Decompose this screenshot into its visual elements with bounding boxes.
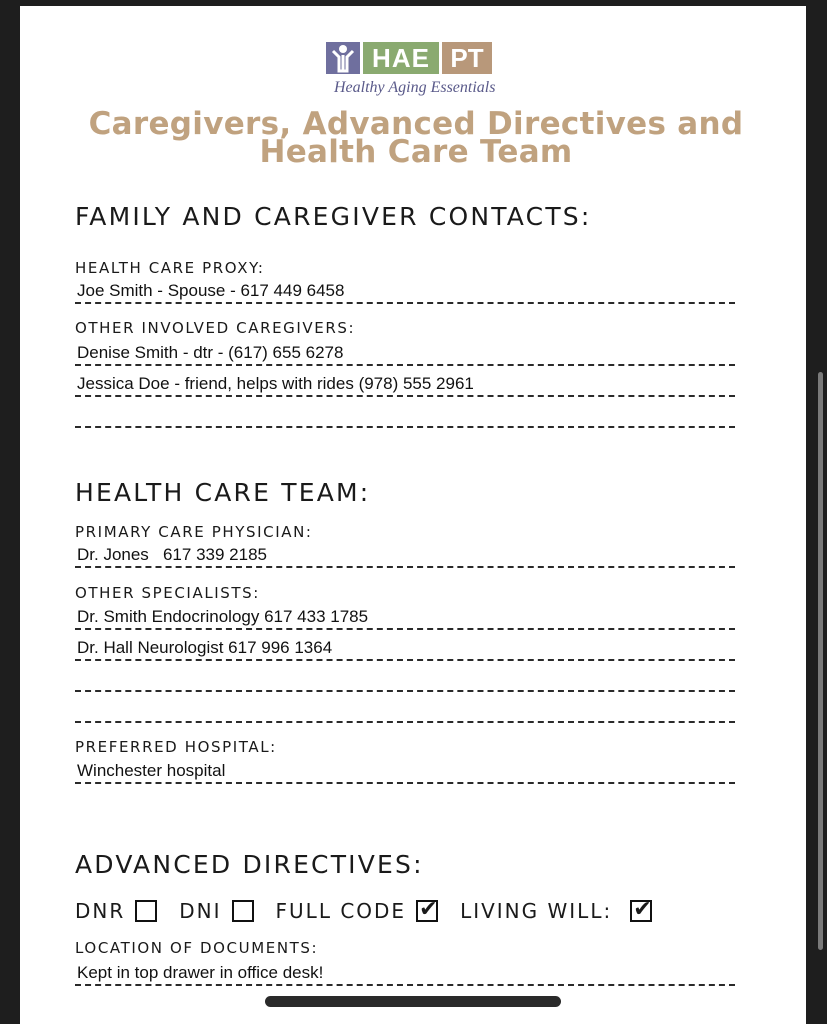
living-will-checkbox[interactable] bbox=[630, 897, 652, 922]
title-line-2: Health Care Team bbox=[259, 134, 573, 170]
dnr-label: DNR bbox=[75, 899, 126, 923]
title-line-1: Caregivers, Advanced Directives and bbox=[88, 106, 744, 142]
proxy-label: HEALTH CARE PROXY: bbox=[75, 259, 265, 277]
checkmark-icon: ✔ bbox=[633, 897, 652, 922]
full-code-checkbox[interactable] bbox=[416, 897, 438, 922]
specialist-value: Dr. Hall Neurologist 617 996 1364 bbox=[77, 638, 333, 657]
dnr-option[interactable] bbox=[75, 898, 157, 924]
caregiver-value: Denise Smith - dtr - (617) 655 6278 bbox=[77, 343, 344, 362]
proxy-value: Joe Smith - Spouse - 617 449 6458 bbox=[77, 281, 345, 300]
directives-heading: ADVANCED DIRECTIVES: bbox=[75, 850, 424, 879]
specialist-field[interactable] bbox=[75, 606, 735, 630]
caregiver-field[interactable] bbox=[75, 342, 735, 366]
caregiver-field[interactable] bbox=[75, 373, 735, 397]
pcp-value: Dr. Jones 617 339 2185 bbox=[77, 545, 267, 564]
team-heading: HEALTH CARE TEAM: bbox=[75, 478, 371, 507]
full-code-option[interactable] bbox=[276, 898, 439, 924]
dni-label: DNI bbox=[179, 899, 222, 923]
scrollbar[interactable] bbox=[818, 372, 823, 950]
dnr-checkbox[interactable] bbox=[135, 900, 157, 922]
specialists-label: OTHER SPECIALISTS: bbox=[75, 584, 260, 602]
pcp-field[interactable] bbox=[75, 544, 735, 568]
dni-option[interactable] bbox=[179, 898, 253, 924]
home-indicator[interactable] bbox=[265, 996, 561, 1007]
document-title bbox=[60, 106, 772, 170]
full-code-label: FULL CODE bbox=[275, 899, 407, 923]
hospital-label: PREFERRED HOSPITAL: bbox=[75, 738, 277, 756]
family-heading: FAMILY AND CAREGIVER CONTACTS: bbox=[75, 202, 592, 231]
living-will-label: LIVING WILL: bbox=[460, 899, 613, 923]
person-logo-icon bbox=[326, 42, 360, 74]
haept-logo bbox=[326, 42, 520, 106]
caregiver-value: Jessica Doe - friend, helps with rides (978) 555 2961 bbox=[77, 374, 474, 393]
checkmark-icon: ✔ bbox=[419, 897, 438, 922]
caregiver-field[interactable] bbox=[75, 404, 735, 428]
document-page bbox=[20, 6, 806, 1024]
dni-checkbox[interactable] bbox=[232, 900, 254, 922]
pcp-label: PRIMARY CARE PHYSICIAN: bbox=[75, 523, 313, 541]
logo-hae-text: HAE bbox=[363, 42, 439, 74]
directives-options bbox=[75, 896, 674, 926]
hospital-value: Winchester hospital bbox=[77, 761, 226, 780]
specialist-value: Dr. Smith Endocrinology 617 433 1785 bbox=[77, 607, 369, 626]
specialist-field[interactable] bbox=[75, 668, 735, 692]
logo-pt-text: PT bbox=[442, 42, 492, 74]
caregivers-label: OTHER INVOLVED CAREGIVERS: bbox=[75, 319, 356, 337]
proxy-field[interactable] bbox=[75, 280, 735, 304]
documents-value: Kept in top drawer in office desk! bbox=[77, 963, 324, 982]
living-will-option[interactable] bbox=[460, 898, 652, 924]
logo-tagline: Healthy Aging Essentials bbox=[334, 79, 496, 96]
specialist-field[interactable] bbox=[75, 699, 735, 723]
documents-field[interactable] bbox=[75, 962, 735, 986]
documents-label: LOCATION OF DOCUMENTS: bbox=[75, 939, 319, 957]
specialist-field[interactable] bbox=[75, 637, 735, 661]
hospital-field[interactable] bbox=[75, 760, 735, 784]
